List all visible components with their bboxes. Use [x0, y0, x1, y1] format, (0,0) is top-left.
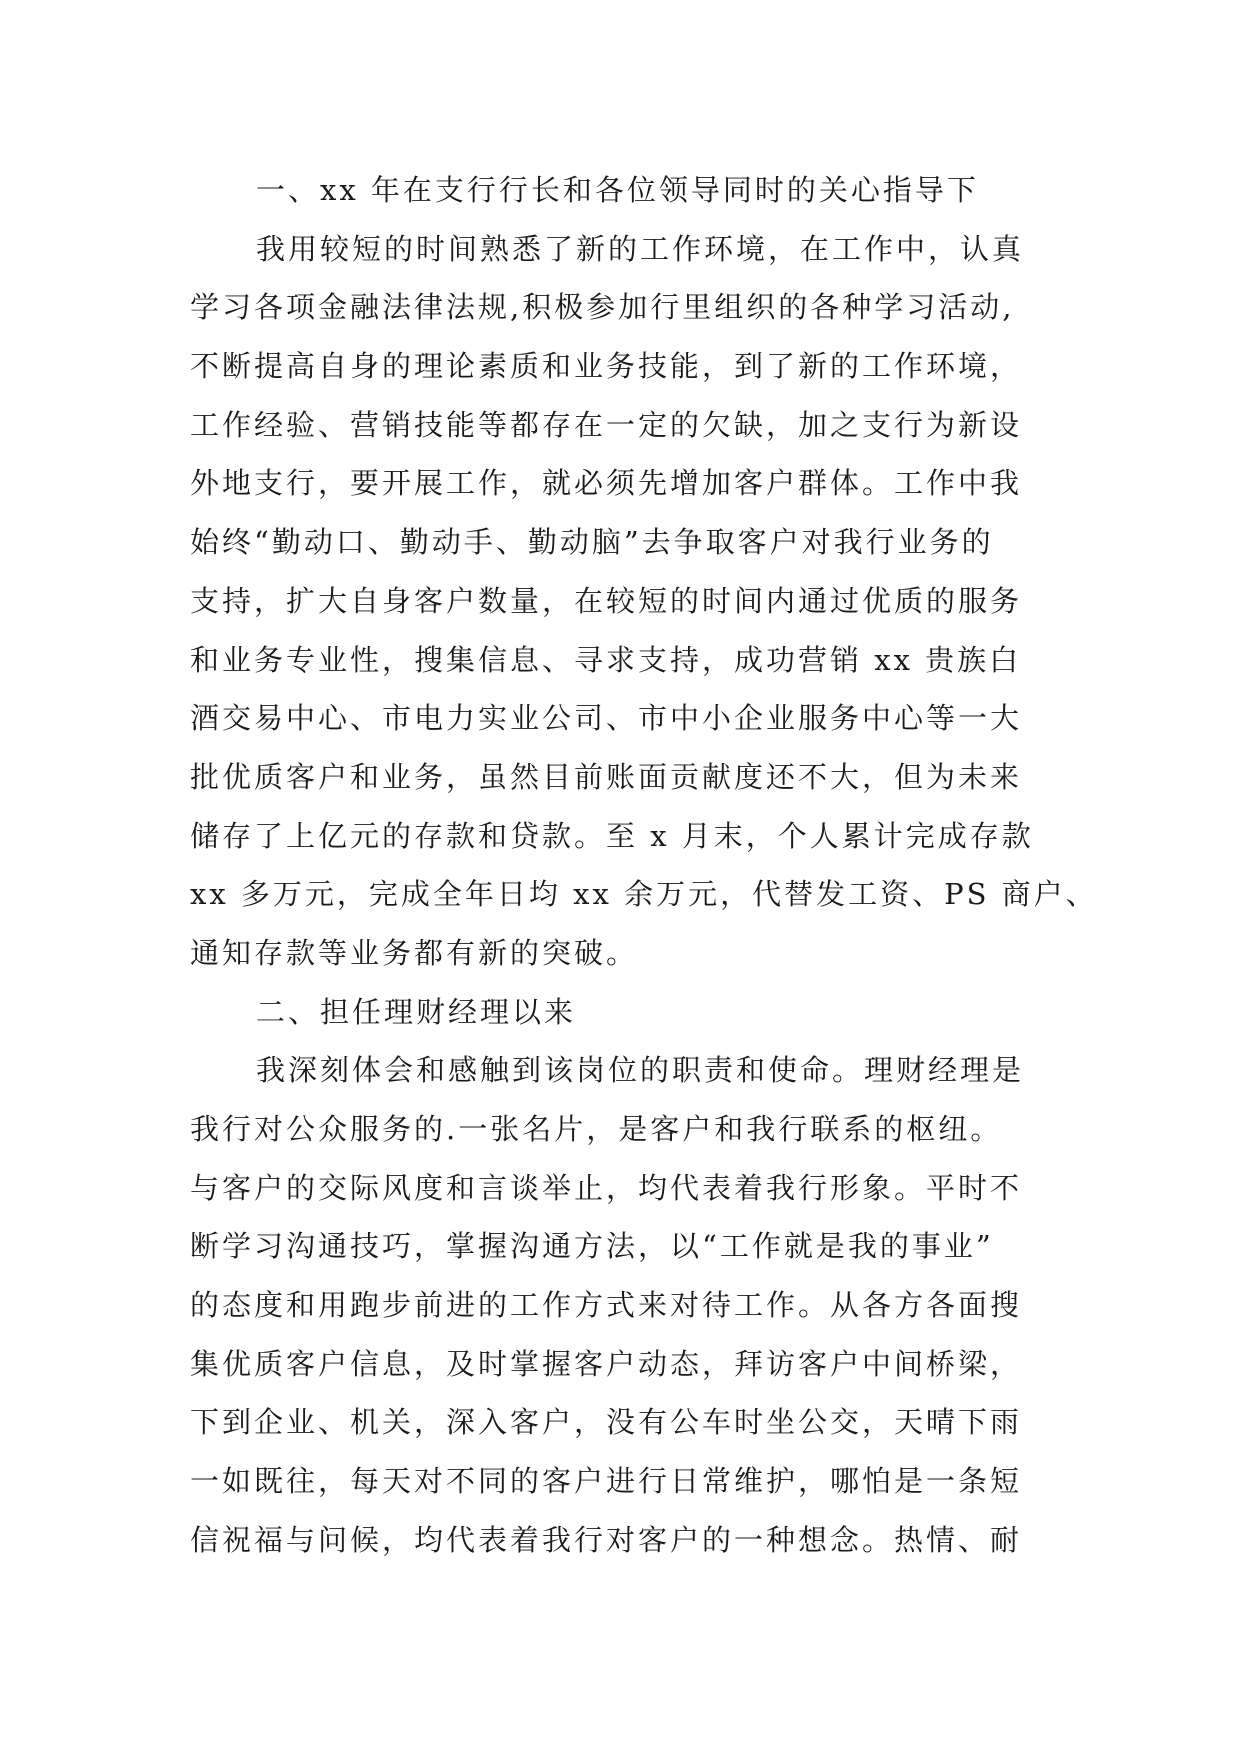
text-line: 断学习沟通技巧，掌握沟通方法，以“工作就是我的事业” [190, 1229, 994, 1264]
text-line: 不断提高自身的理论素质和业务技能，到了新的工作环境， [190, 349, 1023, 384]
text-line: 批优质客户和业务，虽然目前账面贡献度还不大，但为未来 [190, 759, 1023, 794]
text-line: 通知存款等业务都有新的突破。 [190, 935, 639, 970]
text-line: 的态度和用跑步前进的工作方式来对待工作。从各方各面搜 [190, 1288, 1023, 1323]
text-line: 学习各项金融法律法规,积极参加行里组织的各种学习活动, [190, 290, 1015, 325]
paragraph-first-line: 二、担任理财经理以来 [256, 994, 577, 1029]
text-line: 储存了上亿元的存款和贷款。至 x 月末，个人累计完成存款 [190, 818, 1034, 853]
text-line: 集优质客户信息，及时掌握客户动态，拜访客户中间桥梁， [190, 1346, 1023, 1381]
text-line: 酒交易中心、市电力实业公司、市中小企业服务中心等一大 [190, 701, 1023, 736]
text-line: 始终“勤动口、勤动手、勤动脑”去争取客户对我行业务的 [190, 525, 994, 560]
text-line: 一如既往，每天对不同的客户进行日常维护，哪怕是一条短 [190, 1464, 1023, 1499]
text-line: 信祝福与问候，均代表着我行对客户的一种想念。热情、耐 [190, 1522, 1023, 1557]
text-line: 支持，扩大自身客户数量，在较短的时间内通过优质的服务 [190, 583, 1023, 618]
paragraph-first-line: 我深刻体会和感触到该岗位的职责和使命。理财经理是 [256, 1053, 1025, 1088]
text-line: 与客户的交际风度和言谈举止，均代表着我行形象。平时不 [190, 1170, 1023, 1205]
text-line: 下到企业、机关，深入客户，没有公车时坐公交，天晴下雨 [190, 1405, 1023, 1440]
text-line: 我行对公众服务的.一张名片，是客户和我行联系的枢纽。 [190, 1112, 1003, 1146]
text-line: 工作经验、营销技能等都存在一定的欠缺，加之支行为新设 [190, 407, 1023, 442]
document-body [190, 161, 1098, 1570]
text-line: 和业务专业性，搜集信息、寻求支持，成功营销 xx 贵族白 [190, 642, 1022, 677]
paragraph-first-line: 我用较短的时间熟悉了新的工作环境，在工作中，认真 [256, 231, 1025, 266]
text-line: xx 多万元，完成全年日均 xx 余万元，代替发工资、PS 商户、 [190, 877, 1098, 912]
paragraph-first-line: 一、xx 年在支行行长和各位领导同时的关心指导下 [256, 173, 979, 207]
text-line: 外地支行，要开展工作，就必须先增加客户群体。工作中我 [190, 466, 1023, 501]
